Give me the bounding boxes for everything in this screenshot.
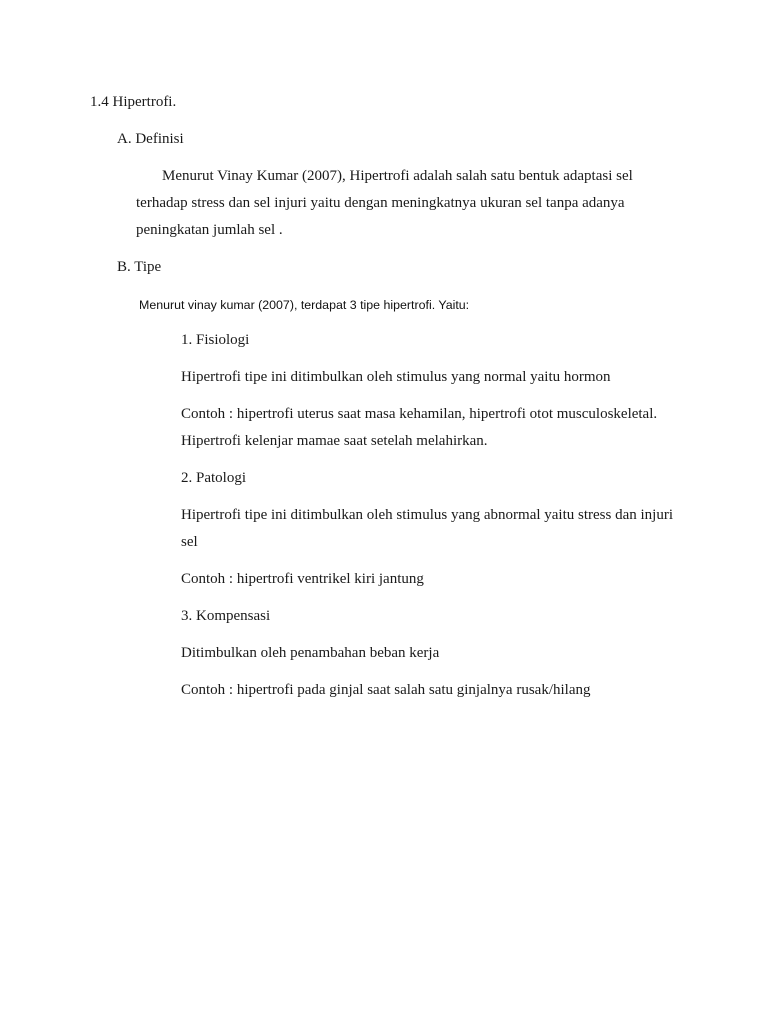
tipe-item-3-example: Contoh : hipertrofi pada ginjal saat salah satu ginjalnya rusak/hilang <box>181 682 591 698</box>
tipe-item-2-example: Contoh : hipertrofi ventrikel kiri jantung <box>181 571 424 587</box>
tipe-item-3-description: Ditimbulkan oleh penambahan beban kerja <box>181 645 440 661</box>
tipe-item-2-title: 2. Patologi <box>181 470 247 486</box>
definisi-paragraph-line-2: terhadap stress dan sel injuri yaitu dengan meningkatnya ukuran sel tanpa adanya <box>136 195 625 211</box>
section-title: 1.4 Hipertrofi. <box>90 94 177 110</box>
tipe-item-1-title: 1. Fisiologi <box>181 332 250 348</box>
tipe-item-3-title: 3. Kompensasi <box>181 608 271 624</box>
tipe-heading: B. Tipe <box>117 259 162 275</box>
tipe-item-2-description-line-1: Hipertrofi tipe ini ditimbulkan oleh stimulus yang abnormal yaitu stress dan injuri <box>181 507 674 523</box>
definisi-paragraph-line-3: peningkatan jumlah sel . <box>136 222 283 238</box>
definisi-heading: A. Definisi <box>117 131 184 147</box>
tipe-item-1-description: Hipertrofi tipe ini ditimbulkan oleh stimulus yang normal yaitu hormon <box>181 369 611 385</box>
tipe-intro: Menurut vinay kumar (2007), terdapat 3 tipe hipertrofi. Yaitu: <box>139 298 470 312</box>
tipe-item-2-description-line-2: sel <box>181 534 198 550</box>
definisi-paragraph-line-1: Menurut Vinay Kumar (2007), Hipertrofi adalah salah satu bentuk adaptasi sel <box>162 168 633 184</box>
tipe-item-1-example-line-2: Hipertrofi kelenjar mamae saat setelah melahirkan. <box>181 433 488 449</box>
tipe-item-1-example-line-1: Contoh : hipertrofi uterus saat masa kehamilan, hipertrofi otot musculoskeletal. <box>181 406 658 422</box>
